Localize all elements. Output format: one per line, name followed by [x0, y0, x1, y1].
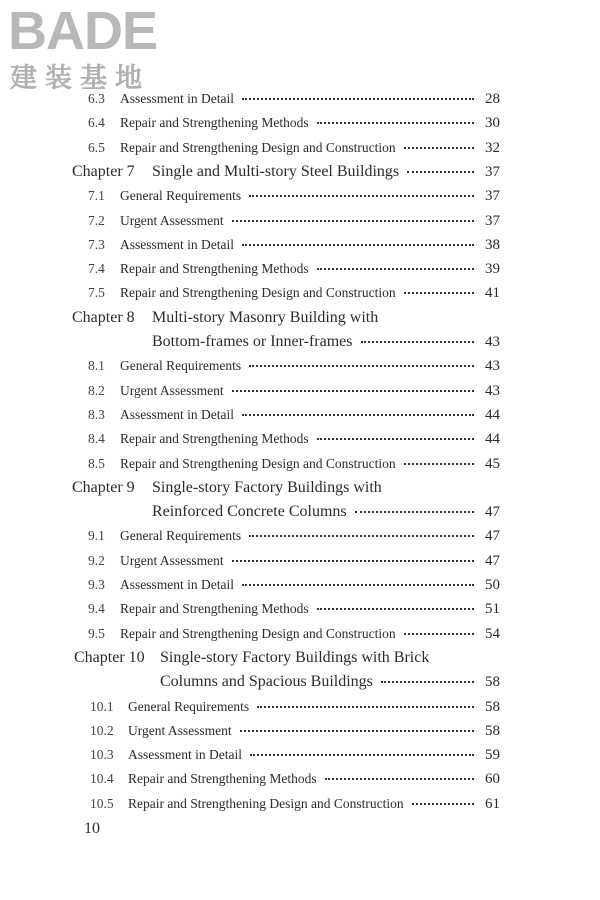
toc-page-number: 39 [485, 261, 500, 278]
chapter-entry[interactable] [0, 161, 600, 183]
section-entry[interactable] [0, 355, 600, 377]
toc-page-number: 44 [485, 406, 500, 423]
section-title: Repair and Strengthening Methods [120, 115, 309, 131]
toc-page-number: 47 [485, 528, 500, 545]
toc-page-number: 47 [485, 552, 500, 569]
section-number: 7.5 [88, 285, 105, 301]
chapter-title: Single and Multi-story Steel Buildings [152, 162, 400, 180]
section-title: General Requirements [120, 528, 242, 544]
section-title: Repair and Strengthening Methods [128, 771, 317, 787]
section-title: Assessment in Detail [128, 747, 242, 763]
section-entry[interactable] [0, 234, 600, 256]
section-title: Assessment in Detail [120, 91, 234, 106]
dot-leader [407, 161, 474, 173]
toc-page-number: 59 [485, 747, 500, 764]
dot-leader [249, 185, 474, 197]
section-title: Repair and Strengthening Design and Construction [120, 139, 396, 155]
chapter-entry-continued[interactable] [0, 331, 600, 353]
section-entry[interactable] [0, 404, 600, 426]
toc-page-number: 44 [485, 431, 500, 448]
section-title: General Requirements [120, 358, 242, 374]
section-entry[interactable] [0, 428, 600, 450]
toc-page-number: 45 [485, 455, 500, 472]
section-number: 8.3 [88, 406, 105, 422]
logo-wordmark: BADE [8, 1, 158, 61]
toc-page-number: 50 [485, 577, 500, 593]
chapter-title: Single-story Factory Buildings with Brick [160, 648, 430, 666]
section-number: 8.4 [88, 431, 105, 447]
section-number: 10.5 [90, 795, 114, 811]
section-number: 10.1 [90, 698, 114, 714]
section-entry[interactable] [0, 574, 600, 596]
section-number: 7.2 [88, 212, 105, 228]
section-entry[interactable] [0, 550, 600, 572]
section-number: 6.3 [88, 91, 105, 106]
section-entry[interactable] [0, 258, 600, 280]
chapter-entry[interactable] [0, 307, 600, 329]
section-title: Repair and Strengthening Design and Construction [120, 455, 396, 471]
toc-page-number: 60 [485, 771, 500, 788]
chapter-title-line2: Columns and Spacious Buildings [160, 673, 373, 691]
section-title: Assessment in Detail [120, 236, 234, 252]
logo-subtitle: 建装基地 [10, 63, 150, 94]
chapter-number: Chapter 7 [72, 162, 135, 180]
dot-leader [317, 258, 474, 270]
section-title: Urgent Assessment [128, 722, 232, 738]
dot-leader [240, 720, 474, 732]
dot-leader [381, 671, 474, 683]
dot-leader [355, 501, 474, 513]
dot-leader [242, 404, 474, 416]
chapter-title: Single-story Factory Buildings with [152, 478, 382, 496]
section-entry[interactable] [0, 380, 600, 402]
toc-page-number: 58 [485, 674, 500, 691]
section-entry[interactable] [0, 623, 600, 645]
dot-leader [325, 768, 474, 780]
toc-page-number: 30 [485, 115, 500, 132]
toc-page-number: 47 [485, 504, 500, 521]
section-number: 9.3 [88, 577, 105, 592]
section-number: 6.5 [88, 139, 105, 155]
section-entry[interactable] [0, 185, 600, 207]
toc-page-number: 51 [485, 601, 500, 618]
dot-leader [404, 282, 474, 294]
toc-page-number: 58 [485, 698, 500, 715]
dot-leader [317, 112, 474, 124]
dot-leader [242, 574, 474, 586]
chapter-number: Chapter 9 [72, 478, 135, 496]
chapter-number: Chapter 8 [72, 308, 135, 326]
chapter-entry[interactable] [0, 647, 600, 669]
dot-leader [242, 234, 474, 246]
section-number: 7.4 [88, 261, 105, 277]
chapter-entry-continued[interactable] [0, 501, 600, 523]
chapter-title-line2: Bottom-frames or Inner-frames [152, 333, 353, 350]
dot-leader [404, 623, 474, 635]
section-entry[interactable] [0, 282, 600, 304]
chapter-number: Chapter 10 [74, 648, 145, 666]
section-entry[interactable] [0, 525, 600, 547]
dot-leader [232, 380, 474, 392]
section-entry[interactable] [0, 137, 600, 159]
section-title: Assessment in Detail [120, 406, 234, 422]
section-number: 7.3 [88, 236, 105, 252]
section-number: 9.2 [88, 552, 105, 568]
toc-page-number: 28 [485, 91, 500, 107]
dot-leader [412, 793, 474, 805]
dot-leader [250, 744, 474, 756]
section-title: Urgent Assessment [120, 382, 224, 398]
dot-leader [232, 210, 474, 222]
section-number: 8.2 [88, 382, 105, 398]
toc-page-number: 32 [485, 139, 500, 156]
section-number: 10.4 [90, 771, 114, 787]
section-entry[interactable] [0, 768, 600, 790]
section-title: Repair and Strengthening Design and Construction [128, 795, 404, 811]
toc-page-number: 58 [485, 722, 500, 739]
section-entry[interactable] [0, 210, 600, 232]
section-title: Urgent Assessment [120, 552, 224, 568]
section-number: 10.3 [90, 747, 114, 763]
section-title: Repair and Strengthening Methods [120, 261, 309, 277]
chapter-entry[interactable] [0, 477, 600, 499]
toc-page-number: 37 [485, 188, 500, 205]
section-title: General Requirements [120, 188, 242, 204]
chapter-title: Multi-story Masonry Building with [152, 308, 379, 326]
dot-leader [404, 137, 474, 149]
toc-page-number: 41 [485, 285, 500, 302]
toc-page-number: 43 [485, 382, 500, 399]
section-number: 9.1 [88, 528, 105, 544]
section-number: 8.5 [88, 455, 105, 471]
page-number: 10 [84, 820, 100, 837]
section-entry[interactable] [0, 112, 600, 134]
dot-leader [317, 598, 474, 610]
dot-leader [317, 428, 474, 440]
section-title: Repair and Strengthening Methods [120, 601, 309, 617]
section-entry[interactable] [0, 744, 600, 766]
section-title: General Requirements [128, 698, 250, 714]
chapter-title-line2: Reinforced Concrete Columns [152, 503, 347, 521]
section-number: 9.5 [88, 625, 105, 641]
section-entry[interactable] [0, 696, 600, 718]
dot-leader [257, 696, 474, 708]
section-number: 6.4 [88, 115, 105, 131]
toc-page-number: 43 [485, 334, 500, 350]
section-entry[interactable] [0, 720, 600, 742]
section-title: Repair and Strengthening Design and Construction [120, 625, 396, 641]
section-entry[interactable] [0, 453, 600, 475]
dot-leader [232, 550, 474, 562]
section-number: 8.1 [88, 358, 105, 374]
dot-leader [249, 355, 474, 367]
toc-page-number: 43 [485, 358, 500, 375]
dot-leader [404, 453, 474, 465]
toc-page-number: 38 [485, 236, 500, 253]
toc-page-number: 37 [485, 163, 500, 180]
section-number: 7.1 [88, 188, 105, 204]
section-title: Repair and Strengthening Design and Construction [120, 285, 396, 301]
toc-page-number: 61 [485, 795, 500, 812]
dot-leader [249, 525, 474, 537]
section-title: Repair and Strengthening Methods [120, 431, 309, 447]
section-number: 10.2 [90, 722, 114, 738]
dot-leader [242, 88, 474, 100]
toc-page-number: 54 [485, 625, 500, 642]
section-title: Assessment in Detail [120, 577, 234, 592]
dot-leader [361, 331, 475, 343]
chapter-entry-continued[interactable] [0, 671, 600, 693]
toc-page-number: 37 [485, 212, 500, 229]
section-entry[interactable] [0, 793, 600, 815]
section-entry[interactable] [0, 88, 600, 110]
section-title: Urgent Assessment [120, 212, 224, 228]
section-entry[interactable] [0, 598, 600, 620]
section-number: 9.4 [88, 601, 105, 617]
